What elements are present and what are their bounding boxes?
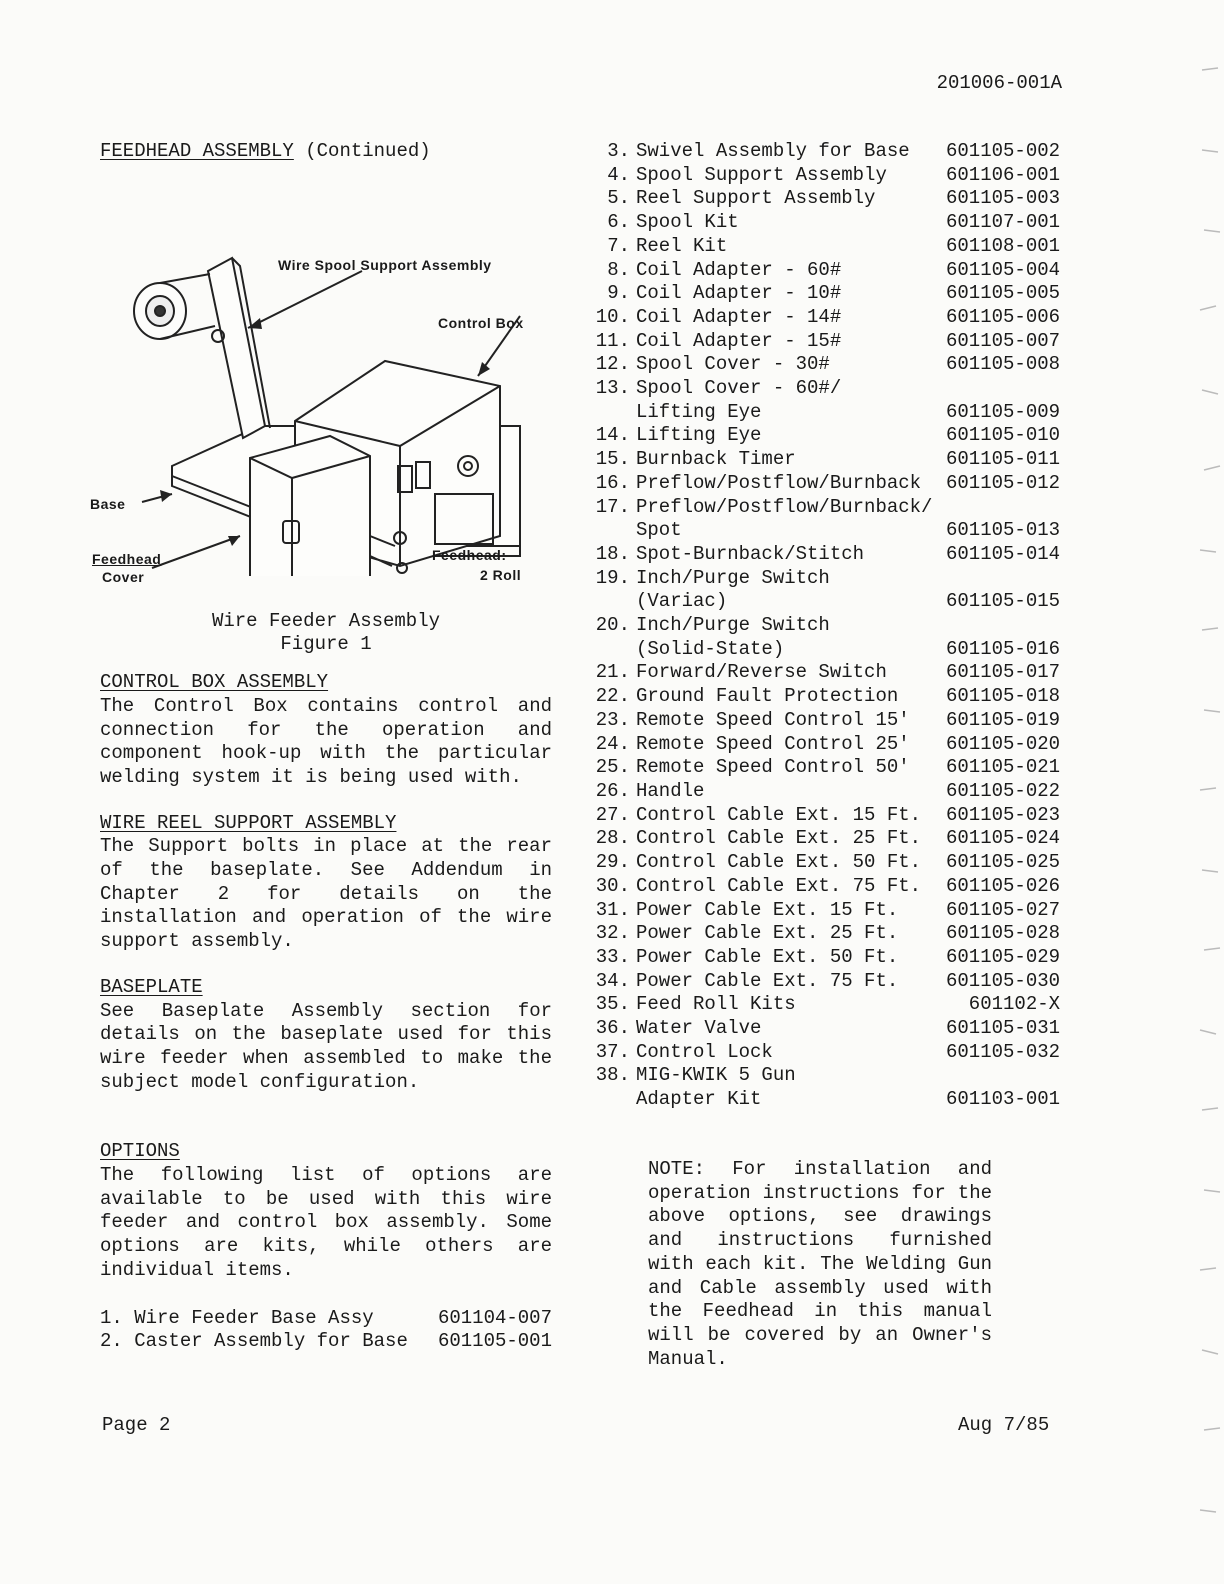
option-description: Reel Kit: [636, 234, 728, 257]
wire-feeder-drawing: [100, 176, 560, 576]
left-column: [90, 140, 552, 1354]
option-description: Spool Kit: [636, 211, 739, 234]
options-title: OPTIONS: [100, 1140, 180, 1163]
option-row: [580, 993, 1070, 1017]
options-note: NOTE: For installation and operation instructions for the above options, see drawings and instructions furnished with each kit. The Welding Gun and Cable assembly used with the Feedhead in this manual will be covered by an Owner's Manual.: [648, 1158, 992, 1370]
option-part-number: 601105-010: [946, 424, 1061, 447]
option-row: [580, 970, 1070, 994]
option-part-number: 601105-005: [946, 282, 1061, 305]
option-number: 13.: [595, 377, 630, 400]
option-number: 35.: [595, 993, 630, 1016]
option-description: Control Cable Ext. 75 Ft.: [636, 874, 922, 897]
option-number: [580, 590, 636, 614]
option-description: Coil Adapter - 14#: [636, 305, 842, 328]
option-part-number: 601105-004: [946, 258, 1061, 281]
option-part-number: 601105-030: [946, 969, 1061, 992]
option-description: Control Lock: [636, 1040, 773, 1063]
option-part-number: 601105-017: [946, 661, 1061, 684]
option-description: Feed Roll Kits: [636, 993, 796, 1016]
option-part-number: 601105-013: [946, 519, 1061, 542]
option-description: Coil Adapter - 60#: [636, 258, 842, 281]
label-feedhead-roll-2: 2 Roll: [480, 566, 522, 583]
label-feedhead-cover-1: Feedhead: [92, 550, 162, 567]
option-description: Lifting Eye: [636, 400, 762, 423]
option-description: Forward/Reverse Switch: [636, 661, 887, 684]
options-text: The following list of options are available to be used with this wire feeder and control box assembly. Some options are kits, while others are individual items.: [100, 1164, 552, 1281]
option-part-number: 601105-020: [946, 732, 1061, 755]
option-row: [580, 780, 1070, 804]
option-row: [580, 804, 1070, 828]
option-row: [580, 827, 1070, 851]
option-description: Power Cable Ext. 75 Ft.: [636, 969, 899, 992]
option-row: [580, 922, 1070, 946]
option-description: Preflow/Postflow/Burnback: [636, 471, 922, 494]
option-description: Reel Support Assembly: [636, 187, 876, 210]
option-description: Power Cable Ext. 25 Ft.: [636, 922, 899, 945]
option-number: 7.: [607, 234, 630, 257]
feedhead-heading: [100, 140, 552, 164]
options-list-right: [580, 140, 1070, 1112]
option-row: [580, 756, 1070, 780]
option-part-number: 601105-012: [946, 471, 1061, 494]
option-row: [580, 1017, 1070, 1041]
option-part-number: 601105-011: [946, 448, 1061, 471]
option-part-number: 601105-007: [946, 329, 1061, 352]
option-row: [580, 401, 1070, 425]
option-description: Inch/Purge Switch: [636, 614, 830, 637]
option-part-number: 601105-014: [946, 542, 1061, 565]
option-row: [580, 899, 1070, 923]
option-number: 6.: [607, 211, 630, 234]
label-base: Base: [90, 495, 126, 512]
option-description: Burnback Timer: [636, 448, 796, 471]
option-row: [580, 235, 1070, 259]
option-number: 24.: [595, 732, 630, 755]
option-number: 18.: [595, 542, 630, 565]
option-row: [580, 211, 1070, 235]
option-number: 29.: [595, 851, 630, 874]
option-row: [580, 661, 1070, 685]
option-number: [580, 519, 636, 543]
option-description: Preflow/Postflow/Burnback/: [636, 495, 933, 518]
option-row: [580, 187, 1070, 211]
page-date: Aug 7/85: [958, 1414, 1050, 1436]
option-row: [580, 543, 1070, 567]
option-number: 9.: [607, 282, 630, 305]
wire-feeder-figure: [90, 176, 560, 585]
option-item-part: 601105-001: [437, 1330, 552, 1353]
option-part-number: 601105-026: [946, 874, 1061, 897]
option-item-label: 2. Caster Assembly for Base: [100, 1330, 408, 1353]
option-part-number: 601105-021: [946, 756, 1061, 779]
option-number: 30.: [595, 874, 630, 897]
option-item-part: 601104-007: [437, 1306, 552, 1329]
option-part-number: 601105-002: [946, 140, 1061, 162]
option-part-number: 601105-018: [946, 685, 1061, 708]
option-row: [580, 614, 1070, 638]
control-box-text: The Control Box contains control and connection for the operation and component hook-up with the particular welding system it is being used with.: [100, 694, 552, 788]
option-number: 17.: [595, 495, 630, 518]
figure-caption-1: Wire Feeder Assembly: [211, 609, 441, 632]
option-part-number: 601105-031: [946, 1017, 1061, 1040]
option-part-number: 601105-016: [946, 637, 1061, 660]
option-description: Water Valve: [636, 1017, 762, 1040]
option-part-number: 601105-019: [946, 708, 1061, 731]
option-number: 10.: [595, 305, 630, 328]
option-row: [580, 424, 1070, 448]
option-row: [580, 685, 1070, 709]
option-description: Remote Speed Control 15': [636, 708, 910, 731]
option-description: Spool Cover - 60#/: [636, 377, 842, 400]
option-description: Remote Speed Control 50': [636, 756, 910, 779]
option-row: [580, 519, 1070, 543]
feedhead-continued: (Continued): [293, 140, 431, 162]
scan-edge-marks: [1194, 0, 1224, 1584]
option-number: 5.: [607, 187, 630, 210]
option-number: 20.: [595, 614, 630, 637]
feedhead-title: FEEDHEAD ASSEMBLY: [100, 140, 294, 162]
option-description: Control Cable Ext. 25 Ft.: [636, 827, 922, 850]
option-row: [580, 851, 1070, 875]
figure-caption-2: Figure 1: [280, 633, 372, 656]
wire-reel-text: The Support bolts in place at the rear of the baseplate. See Addendum in Chapter 2 for details on the installation and operation of the wire support assembly.: [100, 835, 552, 953]
option-row: [580, 567, 1070, 591]
option-description: (Solid-State): [636, 637, 785, 660]
option-part-number: 601105-028: [946, 922, 1061, 945]
baseplate-text: See Baseplate Assembly section for details on the baseplate used for this wire feeder when assembled to make the subject model configuration.: [100, 999, 552, 1093]
label-feedhead-roll-1: Feedhead:: [432, 546, 507, 563]
baseplate-title: BASEPLATE: [100, 975, 203, 998]
label-feedhead-cover-2: Cover: [102, 568, 145, 585]
option-part-number: 601105-032: [946, 1040, 1061, 1063]
option-row: [580, 1088, 1070, 1112]
option-number: 36.: [595, 1017, 630, 1040]
option-description: Spool Support Assembly: [636, 163, 887, 186]
option-row: [580, 164, 1070, 188]
option-part-number: 601102-X: [946, 993, 1061, 1016]
option-row: [580, 306, 1070, 330]
option-item-2: [100, 1330, 552, 1354]
option-number: 23.: [595, 708, 630, 731]
option-description: Control Cable Ext. 50 Ft.: [636, 851, 922, 874]
option-description: (Variac): [636, 590, 728, 613]
option-number: 33.: [595, 945, 630, 968]
option-number: [580, 1088, 636, 1112]
option-number: 19.: [595, 566, 630, 589]
option-row: [580, 1064, 1070, 1088]
label-wire-spool-support: Wire Spool Support Assembly: [278, 256, 492, 273]
option-description: Swivel Assembly for Base: [636, 140, 910, 162]
option-part-number: 601105-023: [946, 803, 1061, 826]
option-part-number: 601105-029: [946, 945, 1061, 968]
option-description: Spool Cover - 30#: [636, 353, 830, 376]
option-description: Power Cable Ext. 50 Ft.: [636, 945, 899, 968]
option-row: [580, 709, 1070, 733]
option-description: Lifting Eye: [636, 424, 762, 447]
option-part-number: 601108-001: [946, 234, 1061, 257]
option-number: 16.: [595, 471, 630, 494]
option-row: [580, 1041, 1070, 1065]
option-row: [580, 472, 1070, 496]
option-row: [580, 259, 1070, 283]
option-number: 12.: [595, 353, 630, 376]
option-part-number: 601106-001: [946, 163, 1061, 186]
page-number: Page 2: [102, 1414, 171, 1436]
option-row: [580, 353, 1070, 377]
option-part-number: 601105-009: [946, 400, 1061, 423]
option-description: Remote Speed Control 25': [636, 732, 910, 755]
option-number: 34.: [595, 969, 630, 992]
option-row: [580, 448, 1070, 472]
option-number: 14.: [595, 424, 630, 447]
option-part-number: 601105-022: [946, 779, 1061, 802]
option-number: 21.: [595, 661, 630, 684]
option-number: 31.: [595, 898, 630, 921]
option-row: [580, 590, 1070, 614]
option-part-number: 601105-024: [946, 827, 1061, 850]
option-number: 22.: [595, 685, 630, 708]
option-description: Spot: [636, 519, 682, 542]
option-part-number: 601103-001: [946, 1088, 1061, 1111]
option-row: [580, 330, 1070, 354]
option-number: 8.: [607, 258, 630, 281]
option-row: [580, 496, 1070, 520]
option-description: MIG-KWIK 5 Gun: [636, 1064, 796, 1087]
option-number: 11.: [595, 329, 630, 352]
option-number: 32.: [595, 922, 630, 945]
option-part-number: 601105-006: [946, 305, 1061, 328]
option-part-number: 601105-008: [946, 353, 1061, 376]
option-row: [580, 638, 1070, 662]
option-part-number: 601107-001: [946, 211, 1061, 234]
option-row: [580, 946, 1070, 970]
option-part-number: 601105-025: [946, 851, 1061, 874]
option-number: 38.: [595, 1064, 630, 1087]
option-description: Spot-Burnback/Stitch: [636, 542, 865, 565]
option-part-number: 601105-003: [946, 187, 1061, 210]
option-description: Handle: [636, 779, 705, 802]
option-row: [580, 377, 1070, 401]
option-number: [580, 401, 636, 425]
option-description: Inch/Purge Switch: [636, 566, 830, 589]
option-number: 28.: [595, 827, 630, 850]
document-number: 201006-001A: [936, 72, 1062, 94]
control-box-title: CONTROL BOX ASSEMBLY: [100, 671, 329, 694]
label-control-box: Control Box: [438, 314, 524, 331]
option-description: Power Cable Ext. 15 Ft.: [636, 898, 899, 921]
option-description: Coil Adapter - 15#: [636, 329, 842, 352]
wire-reel-title: WIRE REEL SUPPORT ASSEMBLY: [100, 811, 397, 834]
option-row: [580, 875, 1070, 899]
option-part-number: 601105-027: [946, 898, 1061, 921]
option-number: [580, 638, 636, 662]
option-description: Coil Adapter - 10#: [636, 282, 842, 305]
option-part-number: 601105-015: [946, 590, 1061, 613]
option-description: Control Cable Ext. 15 Ft.: [636, 803, 922, 826]
option-description: Adapter Kit: [636, 1088, 762, 1111]
option-number: 37.: [595, 1040, 630, 1063]
option-number: 27.: [595, 803, 630, 826]
option-item-label: 1. Wire Feeder Base Assy: [100, 1306, 374, 1329]
option-number: 3.: [607, 140, 630, 162]
option-number: 26.: [595, 779, 630, 802]
option-row: [580, 140, 1070, 164]
option-row: [580, 282, 1070, 306]
option-number: 4.: [607, 163, 630, 186]
option-number: 15.: [595, 448, 630, 471]
option-number: 25.: [595, 756, 630, 779]
option-row: [580, 733, 1070, 757]
option-description: Ground Fault Protection: [636, 685, 899, 708]
option-item-1: [100, 1307, 552, 1331]
